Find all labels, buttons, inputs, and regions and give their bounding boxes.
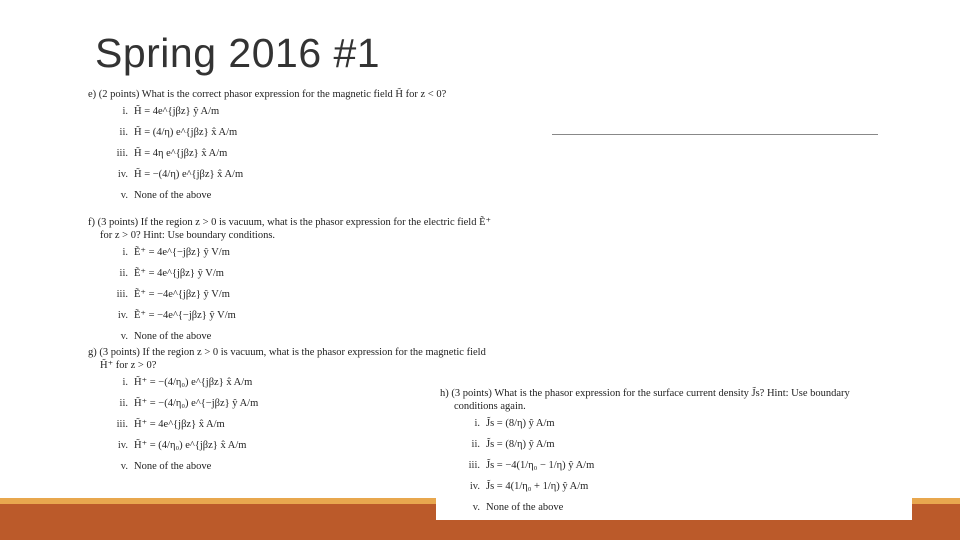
question-e-option-3: iii. H̃ = 4η e^{jβz} x̂ A/m [116,148,228,159]
question-g-option-1: i. H̃⁺ = −(4/η₀) e^{jβz} x̂ A/m [122,377,253,388]
question-f-option-5: v. None of the above [120,331,212,342]
question-h [440,387,850,518]
question-g [88,346,486,477]
question-h-stem-line2: conditions again. [454,401,526,412]
question-h-option-3: iii. J̃s = −4(1/η₀ − 1/η) ŷ A/m [468,460,595,471]
question-g-option-4: iv. H̃⁺ = (4/η₀) e^{jβz} x̂ A/m [117,440,247,451]
question-e-option-4: iv. H̃ = −(4/η) e^{jβz} x̂ A/m [117,169,244,180]
question-g-option-3: iii. H̃⁺ = 4e^{jβz} x̂ A/m [116,419,225,430]
question-f-option-3: iii. Ẽ⁺ = −4e^{jβz} ŷ V/m [116,289,230,300]
question-h-stem-line1: h) (3 points) What is the phasor expression for the surface current density J̃s? Hint: Use boundary [440,388,850,399]
question-e [88,88,446,206]
question-e-option-2: ii. H̃ = (4/η) e^{jβz} x̂ A/m [119,127,238,138]
question-g-stem-line1: g) (3 points) If the region z > 0 is vacuum, what is the phasor expression for the magnetic field [88,347,486,358]
question-h-option-2: ii. J̃s = (8/η) ŷ A/m [471,439,555,450]
question-f [88,216,491,347]
question-g-option-5: v. None of the above [120,461,212,472]
question-e-stem: e) (2 points) What is the correct phasor expression for the magnetic field H̃ for z < 0? [88,89,447,100]
question-h-option-4: iv. J̃s = 4(1/η₀ + 1/η) ŷ A/m [469,481,589,492]
question-h-option-5: v. None of the above [472,502,564,513]
answer-line [552,134,878,135]
question-f-option-2: ii. Ẽ⁺ = 4e^{jβz} ŷ V/m [119,268,224,279]
slide-title: Spring 2016 #1 [95,30,381,76]
question-e-option-5: v. None of the above [120,190,212,201]
question-f-stem-line2: for z > 0? Hint: Use boundary conditions. [100,230,276,241]
question-h-option-1: i. J̃s = (8/η) ŷ A/m [474,418,555,429]
question-g-stem-line2: H̃⁺ for z > 0? [100,360,157,371]
question-f-option-4: iv. Ẽ⁺ = −4e^{−jβz} ŷ V/m [117,310,236,321]
question-f-option-1: i. Ẽ⁺ = 4e^{−jβz} ŷ V/m [122,247,230,258]
question-e-option-1: i. H̃ = 4e^{jβz} ŷ A/m [122,106,220,117]
question-f-stem-line1: f) (3 points) If the region z > 0 is vacuum, what is the phasor expression for the electric field Ẽ⁺ [88,217,492,228]
question-g-option-2: ii. H̃⁺ = −(4/η₀) e^{−jβz} ŷ A/m [119,398,259,409]
